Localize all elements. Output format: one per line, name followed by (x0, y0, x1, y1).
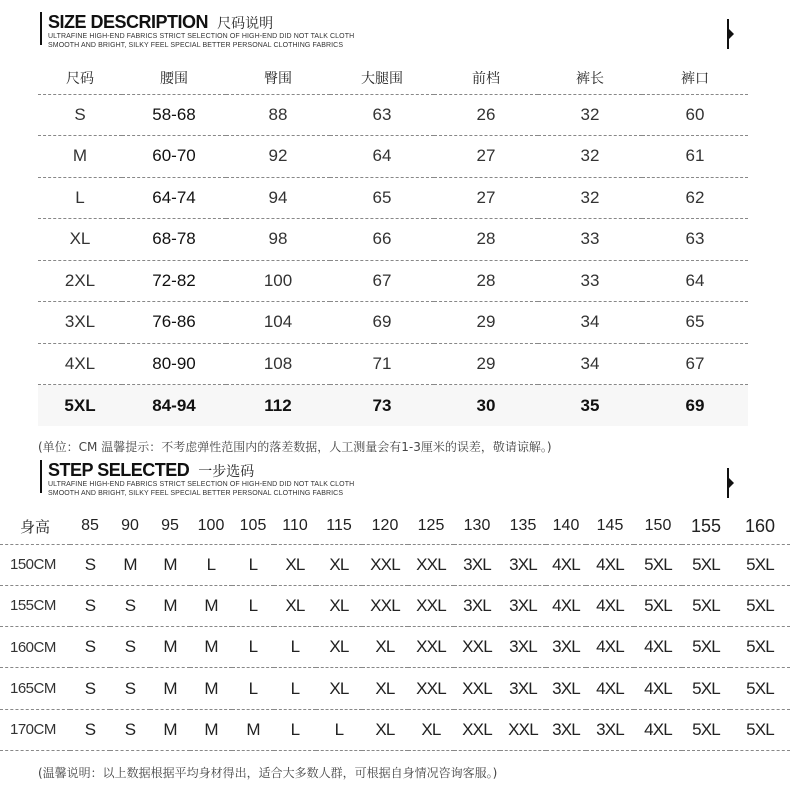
size-cell: 33 (538, 219, 642, 261)
size-recommendation: 4XL (634, 668, 682, 709)
size-recommendation: XL (362, 709, 408, 750)
weight-col-header: 125 (408, 509, 454, 544)
size-cell: 63 (642, 219, 748, 261)
size-col-header: 尺码 (38, 63, 122, 94)
size-recommendation: S (110, 668, 150, 709)
size-recommendation: 5XL (682, 709, 730, 750)
size-cell: 29 (434, 302, 538, 344)
size-cell: 100 (226, 260, 330, 302)
size-recommendation: M (150, 585, 190, 626)
size-recommendation: 3XL (500, 585, 546, 626)
size-cell: 62 (642, 177, 748, 219)
size-recommendation: 5XL (682, 585, 730, 626)
size-recommendation: XL (362, 668, 408, 709)
weight-col-header: 115 (316, 509, 362, 544)
size-cell: 108 (226, 343, 330, 385)
size-recommendation: XXL (500, 709, 546, 750)
size-label: XL (38, 219, 122, 261)
size-cell: 112 (226, 385, 330, 427)
step-subtitle-1: ULTRAFINE HIGH-END FABRICS STRICT SELECTION OF HIGH-END DID NOT TALK CLOTH (48, 481, 355, 488)
size-recommendation: 3XL (546, 668, 586, 709)
height-label: 165CM (0, 668, 70, 709)
title-row (48, 460, 254, 481)
size-title-en: SIZE DESCRIPTION (48, 12, 209, 32)
size-cell: 94 (226, 177, 330, 219)
table-row (0, 627, 790, 668)
size-recommendation: L (316, 709, 362, 750)
header-bar (40, 460, 42, 493)
arrow-right-icon (727, 19, 735, 49)
size-cell: 32 (538, 177, 642, 219)
size-recommendation: 4XL (634, 627, 682, 668)
weight-col-header: 160 (730, 509, 790, 544)
table-row (38, 260, 748, 302)
table-row (38, 343, 748, 385)
size-recommendation: M (232, 709, 274, 750)
size-cell: 27 (434, 136, 538, 178)
step-title-en: STEP SELECTED (48, 460, 190, 480)
size-recommendation: M (190, 585, 232, 626)
size-recommendation: 3XL (454, 544, 500, 585)
size-col-header: 大腿围 (330, 63, 434, 94)
size-recommendation: S (70, 627, 110, 668)
size-recommendation: L (232, 585, 274, 626)
step-note: (温馨说明：以上数据根据平均身材得出，适合大多数人群，可根据自身情况咨询客服。) (38, 766, 498, 780)
size-recommendation: S (110, 627, 150, 668)
size-cell: 64-74 (122, 177, 226, 219)
step-subtitle-2: SMOOTH AND BRIGHT, SILKY FEEL SPECIAL BETTER PERSONAL CLOTHING FABRICS (48, 490, 344, 497)
size-note: (单位：CM 温馨提示：不考虑弹性范围内的落差数据，人工测量会有1-3厘米的误差，敬请谅解。) (38, 440, 552, 454)
size-cell: 26 (434, 94, 538, 136)
size-recommendation: 3XL (500, 668, 546, 709)
table-row (0, 709, 790, 750)
size-recommendation: 3XL (500, 544, 546, 585)
size-recommendation: 4XL (634, 709, 682, 750)
table-row (38, 385, 748, 427)
weight-col-header: 135 (500, 509, 546, 544)
size-cell: 58-68 (122, 94, 226, 136)
size-recommendation: 3XL (500, 627, 546, 668)
size-cell: 64 (642, 260, 748, 302)
size-recommendation: XL (316, 585, 362, 626)
size-cell: 35 (538, 385, 642, 427)
size-cell: 32 (538, 136, 642, 178)
size-cell: 88 (226, 94, 330, 136)
size-recommendation: S (110, 709, 150, 750)
size-recommendation: M (190, 709, 232, 750)
size-recommendation: XL (362, 627, 408, 668)
size-label: S (38, 94, 122, 136)
size-recommendation: XXL (408, 627, 454, 668)
size-recommendation: L (274, 627, 316, 668)
size-cell: 64 (330, 136, 434, 178)
size-recommendation: 5XL (730, 709, 790, 750)
weight-col-header: 130 (454, 509, 500, 544)
size-recommendation: L (274, 668, 316, 709)
size-recommendation: L (232, 627, 274, 668)
table-row (38, 177, 748, 219)
size-col-header: 裤长 (538, 63, 642, 94)
size-cell: 69 (642, 385, 748, 427)
weight-col-header: 110 (274, 509, 316, 544)
size-cell: 27 (434, 177, 538, 219)
height-corner-header: 身高 (0, 509, 70, 544)
size-recommendation: 4XL (586, 668, 634, 709)
size-recommendation: XL (316, 668, 362, 709)
size-cell: 32 (538, 94, 642, 136)
size-label: L (38, 177, 122, 219)
title-row (48, 12, 273, 33)
size-recommendation: 4XL (586, 627, 634, 668)
size-recommendation: 5XL (682, 544, 730, 585)
step-title-cn: 一步选码 (198, 464, 255, 480)
size-recommendation: XL (274, 585, 316, 626)
size-recommendation: M (190, 627, 232, 668)
size-col-header: 臀围 (226, 63, 330, 94)
size-label: 2XL (38, 260, 122, 302)
size-recommendation: 5XL (634, 585, 682, 626)
size-recommendation: XXL (408, 585, 454, 626)
size-recommendation: XXL (362, 544, 408, 585)
size-cell: 28 (434, 219, 538, 261)
weight-col-header: 150 (634, 509, 682, 544)
size-recommendation: 5XL (730, 668, 790, 709)
size-recommendation: 4XL (546, 585, 586, 626)
size-cell: 65 (642, 302, 748, 344)
size-recommendation: XXL (408, 668, 454, 709)
height-label: 170CM (0, 709, 70, 750)
size-recommendation: 4XL (546, 544, 586, 585)
size-recommendation: M (110, 544, 150, 585)
size-recommendation: XXL (454, 627, 500, 668)
size-recommendation: XXL (454, 668, 500, 709)
size-recommendation: XL (274, 544, 316, 585)
size-recommendation: M (150, 544, 190, 585)
size-label: 5XL (38, 385, 122, 427)
size-cell: 98 (226, 219, 330, 261)
size-cell: 68-78 (122, 219, 226, 261)
size-cell: 73 (330, 385, 434, 427)
size-recommendation: 5XL (682, 668, 730, 709)
table-row (0, 544, 790, 585)
arrow-right-icon (727, 468, 735, 498)
size-subtitle-2: SMOOTH AND BRIGHT, SILKY FEEL SPECIAL BETTER PERSONAL CLOTHING FABRICS (48, 42, 344, 49)
weight-col-header: 145 (586, 509, 634, 544)
weight-col-header: 155 (682, 509, 730, 544)
size-recommendation: 4XL (586, 544, 634, 585)
size-cell: 76-86 (122, 302, 226, 344)
size-recommendation: 5XL (682, 627, 730, 668)
size-cell: 71 (330, 343, 434, 385)
weight-col-header: 85 (70, 509, 110, 544)
weight-col-header: 105 (232, 509, 274, 544)
height-label: 150CM (0, 544, 70, 585)
size-cell: 63 (330, 94, 434, 136)
height-label: 160CM (0, 627, 70, 668)
table-row (38, 302, 748, 344)
size-recommendation: S (110, 585, 150, 626)
size-cell: 28 (434, 260, 538, 302)
size-cell: 33 (538, 260, 642, 302)
weight-col-header: 90 (110, 509, 150, 544)
header-bar (40, 12, 42, 45)
size-recommendation: XXL (362, 585, 408, 626)
size-recommendation: XL (408, 709, 454, 750)
size-recommendation: 5XL (730, 627, 790, 668)
table-row (38, 219, 748, 261)
size-col-header: 前档 (434, 63, 538, 94)
size-recommendation: L (232, 544, 274, 585)
size-recommendation: 3XL (454, 585, 500, 626)
size-recommendation: M (150, 627, 190, 668)
size-cell: 92 (226, 136, 330, 178)
size-title-cn: 尺码说明 (217, 16, 274, 32)
size-table-header-row (38, 63, 748, 94)
size-recommendation: M (150, 709, 190, 750)
weight-col-header: 140 (546, 509, 586, 544)
size-cell: 72-82 (122, 260, 226, 302)
size-recommendation: XL (316, 627, 362, 668)
size-recommendation: 4XL (586, 585, 634, 626)
size-cell: 80-90 (122, 343, 226, 385)
size-cell: 69 (330, 302, 434, 344)
size-col-header: 裤口 (642, 63, 748, 94)
size-subtitle-1: ULTRAFINE HIGH-END FABRICS STRICT SELECTION OF HIGH-END DID NOT TALK CLOTH (48, 33, 355, 40)
size-cell: 61 (642, 136, 748, 178)
size-col-header: 腰围 (122, 63, 226, 94)
size-recommendation: 3XL (546, 709, 586, 750)
size-cell: 29 (434, 343, 538, 385)
weight-col-header: 120 (362, 509, 408, 544)
size-recommendation: 5XL (730, 544, 790, 585)
step-table (0, 509, 790, 751)
size-label: M (38, 136, 122, 178)
size-recommendation: L (190, 544, 232, 585)
size-table (38, 63, 748, 426)
size-recommendation: M (190, 668, 232, 709)
size-recommendation: 5XL (634, 544, 682, 585)
size-recommendation: 3XL (586, 709, 634, 750)
height-label: 155CM (0, 585, 70, 626)
size-cell: 84-94 (122, 385, 226, 427)
size-cell: 67 (330, 260, 434, 302)
size-recommendation: M (150, 668, 190, 709)
size-recommendation: S (70, 585, 110, 626)
table-row (0, 668, 790, 709)
size-cell: 66 (330, 219, 434, 261)
size-recommendation: XXL (408, 544, 454, 585)
size-recommendation: 5XL (730, 585, 790, 626)
weight-col-header: 100 (190, 509, 232, 544)
size-recommendation: 3XL (546, 627, 586, 668)
step-table-header-row (0, 509, 790, 544)
size-cell: 104 (226, 302, 330, 344)
table-row (0, 585, 790, 626)
size-cell: 34 (538, 343, 642, 385)
weight-col-header: 95 (150, 509, 190, 544)
size-cell: 65 (330, 177, 434, 219)
size-label: 4XL (38, 343, 122, 385)
size-recommendation: XXL (454, 709, 500, 750)
size-cell: 60 (642, 94, 748, 136)
size-cell: 30 (434, 385, 538, 427)
size-label: 3XL (38, 302, 122, 344)
size-recommendation: S (70, 668, 110, 709)
size-recommendation: XL (316, 544, 362, 585)
size-recommendation: L (274, 709, 316, 750)
size-cell: 34 (538, 302, 642, 344)
size-cell: 60-70 (122, 136, 226, 178)
size-description-header (40, 12, 740, 52)
size-recommendation: S (70, 709, 110, 750)
table-row (38, 94, 748, 136)
step-selected-header (40, 460, 740, 500)
size-cell: 67 (642, 343, 748, 385)
size-recommendation: L (232, 668, 274, 709)
size-recommendation: S (70, 544, 110, 585)
table-row (38, 136, 748, 178)
